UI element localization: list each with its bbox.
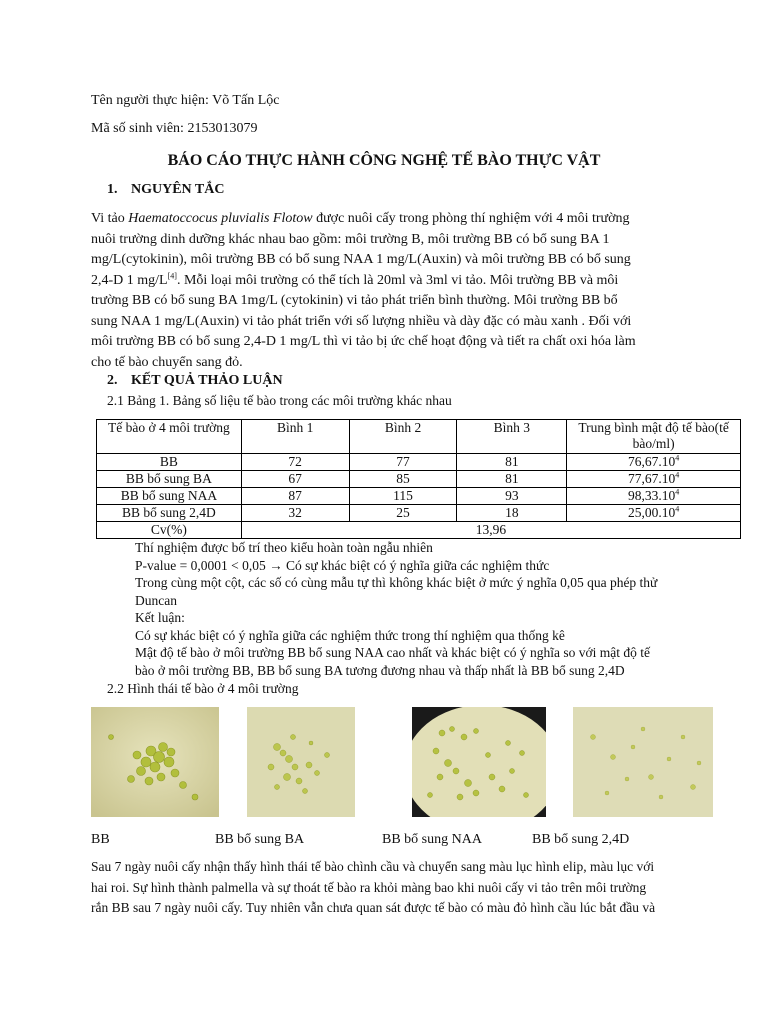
table-header-cell: Tế bào ở 4 môi trường — [97, 420, 242, 454]
table-row — [97, 488, 741, 505]
closing-paragraph — [91, 857, 691, 919]
table-cell: 77 — [349, 454, 457, 471]
note-line: Thí nghiệm được bố trí theo kiểu hoàn toàn ngẫu nhiên — [135, 540, 433, 555]
table-row — [97, 471, 741, 488]
table-cell: BB bổ sung BA — [97, 471, 242, 488]
micrograph-bb-naa — [412, 707, 546, 817]
micrograph-bb-ba — [247, 707, 355, 817]
caption-bb-naa: BB bổ sung NAA — [382, 832, 482, 847]
note-line: Trong cùng một cột, các số có cùng mẫu tự thì không khác biệt ở mức ý nghĩa 0,05 qua phép thử — [135, 575, 658, 590]
section1-number: 1. — [107, 182, 118, 197]
section1-paragraph — [91, 209, 691, 373]
micrograph-bb — [91, 707, 219, 817]
paragraph-line: hai roi. Sự hình thành palmella và sự thoát tế bào ra khỏi màng bao khi nuôi cấy vi tảo trên môi trường — [91, 879, 647, 895]
table-cell: 25,00.10$^4$ — [567, 505, 741, 522]
note-line: Kết luận: — [135, 610, 185, 625]
paragraph-line: nuôi trường dinh dưỡng khác nhau bao gồm: môi trường B, môi trường BB có bổ sung BA 1 — [91, 231, 610, 247]
table-cell: BB bổ sung NAA — [97, 488, 242, 505]
statistics-notes — [135, 539, 695, 679]
section2-heading: KẾT QUẢ THẢO LUẬN — [131, 373, 283, 388]
morphology-caption: 2.2 Hình thái tế bào ở 4 môi trường — [107, 681, 299, 696]
table-cell: 32 — [241, 505, 349, 522]
caption-bb: BB — [91, 832, 110, 847]
table-cell: BB — [97, 454, 242, 471]
paragraph-line: Sau 7 ngày nuôi cấy nhận thấy hình thái tế bào chình cầu và chuyển sang màu lục hình elip, màu lục với — [91, 859, 655, 874]
table-cell: 115 — [349, 488, 457, 505]
caption-bb-24d: BB bổ sung 2,4D — [532, 832, 630, 847]
paragraph-line: môi trường BB có bổ sung 2,4-D 1 mg/L thì vi tảo bị ức chế hoạt động và tiết ra chất oxi hóa làm — [91, 334, 636, 349]
table-cell: 98,33.10$^4$ — [567, 488, 741, 505]
note-line: Duncan — [135, 592, 177, 608]
table-cell: 85 — [349, 471, 457, 488]
table-row — [97, 454, 741, 471]
paragraph-line: Vi tảo Haematoccocus pluvialis Flotow được nuôi cấy trong phòng thí nghiệm với 4 môi trường — [91, 211, 630, 226]
table-cell: 25 — [349, 505, 457, 522]
paragraph-line: cho tế bào chuyển sang đỏ. — [91, 354, 243, 370]
micrograph-bb-image — [91, 707, 219, 817]
cv-value: 13,96 — [241, 522, 740, 539]
paragraph-line: rắn BB sau 7 ngày nuôi cấy. Tuy nhiên vẫn chưa quan sát được tế bào có màu đỏ hình cầu lúc bắt đầu và — [91, 900, 656, 915]
table-caption: 2.1 Bảng 1. Bảng số liệu tế bào trong các môi trường khác nhau — [107, 393, 452, 408]
table-cell: 72 — [241, 454, 349, 471]
micrograph-bb-naa-image — [412, 707, 546, 817]
table-header-cell: Trung bình mật độ tế bào(tế bào/ml) — [567, 420, 741, 454]
micrograph-bb-24d-image — [573, 707, 713, 817]
table-cv-row — [97, 522, 741, 539]
table-header-cell: Bình 3 — [457, 420, 567, 454]
caption-bb-ba: BB bổ sung BA — [215, 832, 305, 847]
table-cell: 67 — [241, 471, 349, 488]
table-cell: 77,67.10$^4$ — [567, 471, 741, 488]
section1-heading: NGUYÊN TẮC — [131, 182, 225, 197]
table-cell: BB bổ sung 2,4D — [97, 505, 242, 522]
cv-label: Cv(%) — [97, 522, 242, 539]
note-line: Có sự khác biệt có ý nghĩa giữa các nghiệm thức trong thí nghiệm qua thống kê — [135, 627, 565, 643]
table-cell: 76,67.10$^4$ — [567, 454, 741, 471]
paragraph-line: trường BB có bổ sung BA 1mg/L (cytokinin) vi tảo phát triển bình thường. Môi trường BB bổ — [91, 293, 618, 308]
cell-density-table — [96, 419, 741, 539]
table-cell: 93 — [457, 488, 567, 505]
table-header-row — [97, 420, 741, 454]
table-header-cell: Bình 2 — [349, 420, 457, 454]
student-id-line: Mã số sinh viên: 2153013079 — [91, 121, 258, 136]
paragraph-line: sung NAA 1 mg/L(Auxin) vi tảo phát triển với số lượng nhiều và dày đặc có màu xanh . Đối với — [91, 313, 632, 329]
table-cell: 18 — [457, 505, 567, 522]
note-line: Mật độ tế bào ở môi trường BB bổ sung NAA cao nhất và khác biệt có ý nghĩa so với mật độ tế — [135, 645, 651, 660]
table-row — [97, 505, 741, 522]
note-line: bào ở môi trường BB, BB bổ sung BA tương đương nhau và thấp nhất là BB bổ sung 2,4D — [135, 662, 625, 678]
table-header-cell: Bình 1 — [241, 420, 349, 454]
table-cell: 81 — [457, 471, 567, 488]
note-line: P-value = 0,0001 < 0,05 → Có sự khác biệt có ý nghĩa giữa các nghiệm thức — [135, 557, 550, 573]
author-line: Tên người thực hiện: Võ Tấn Lộc — [91, 93, 280, 108]
paragraph-line: 2,4-D 1 mg/L[4]. Mỗi loại môi trường có thể tích là 20ml và 3ml vi tảo. Môi trường BB và môi — [91, 270, 619, 288]
micrograph-bb-ba-image — [247, 707, 355, 817]
micrograph-bb-24d — [573, 707, 713, 817]
page-title: BÁO CÁO THỰC HÀNH CÔNG NGHỆ TẾ BÀO THỰC VẬT — [167, 152, 601, 169]
table-cell: 87 — [241, 488, 349, 505]
paragraph-line: mg/L(cytokinin), môi trường BB có bổ sung NAA 1 mg/L(Auxin) và môi trường BB có bổ sung — [91, 252, 631, 267]
section2-number: 2. — [107, 373, 118, 388]
table-cell: 81 — [457, 454, 567, 471]
